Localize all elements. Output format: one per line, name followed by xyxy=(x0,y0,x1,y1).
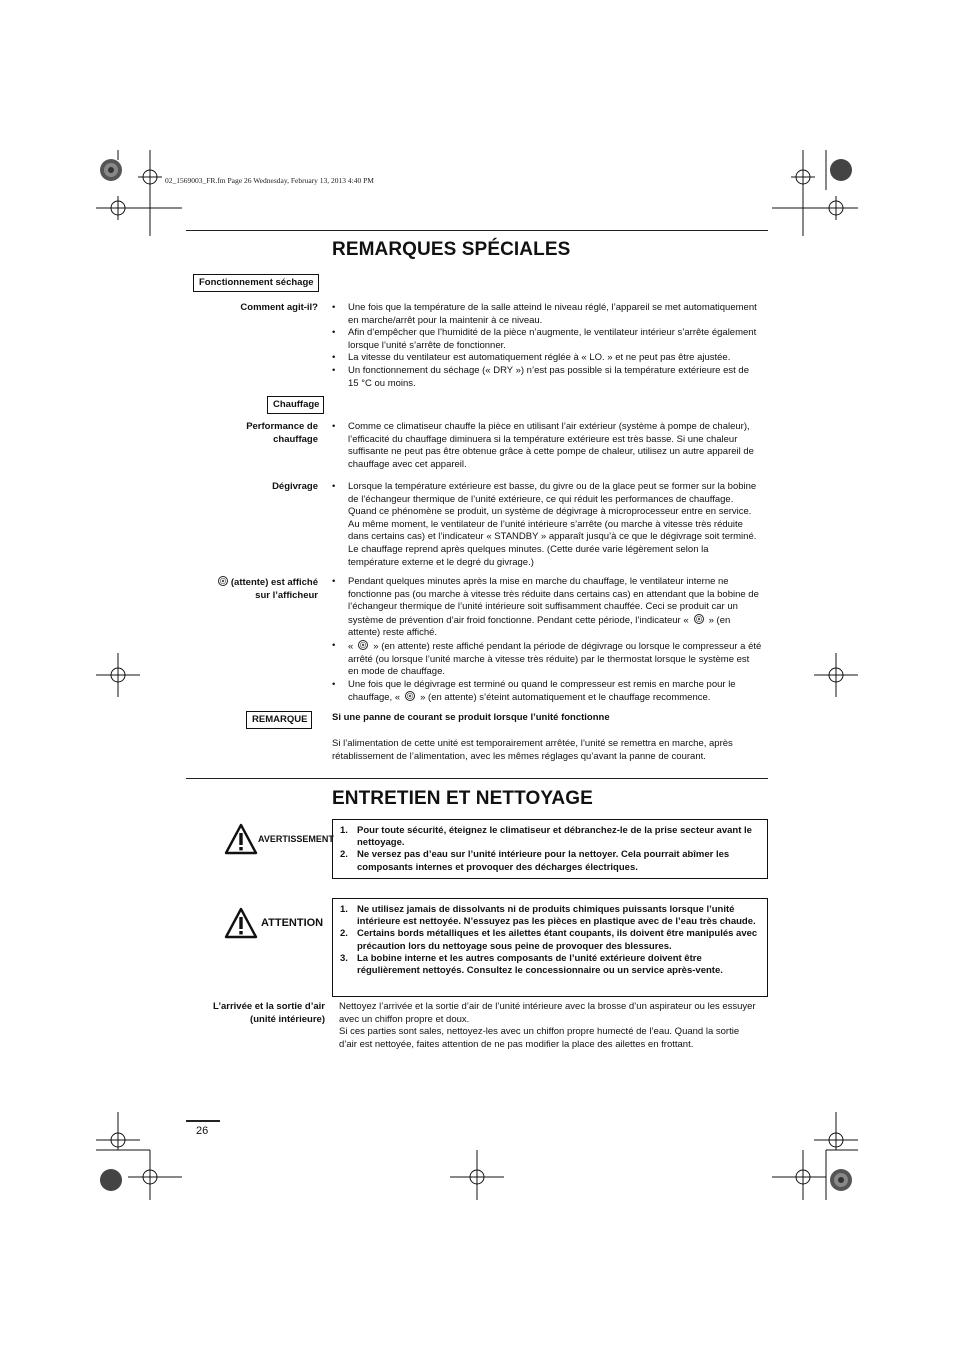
item-text: Ne utilisez jamais de dissolvants ni de produits chimiques puissants lorsque l’unité intérieure est nettoyée. N’essuyez pas les pièces en plastique avec de l’eau très chaude. xyxy=(357,904,756,928)
item-number: 3. xyxy=(340,952,348,964)
standby-bullet-1-text: Pendant quelques minutes après la mise en marche du chauffage, le ventilateur interne ne fonctionne pas (ou marche à vitesse très réduite dans certains cas) en attendant que la bobine de l’échangeur thermique de l’unité intérieure soit suffisamment chauffée. Ceci se produit car un système de prévention d’air froid fonctionne. Pendant cette période, l’indicateur « xyxy=(348,576,759,626)
section-title-entretien: ENTRETIEN ET NETTOYAGE xyxy=(332,788,593,809)
remark-heading: Si une panne de courant se produit lorsque l’unité fonctionne xyxy=(332,712,610,723)
list-item xyxy=(340,953,759,977)
item-text: Certains bords métalliques et les ailettes étant coupants, ils doivent être manipulés avec précaution lors du nettoyage sous peine de provoquer des blessures. xyxy=(357,928,758,952)
list-item xyxy=(332,576,762,640)
warning-word: AVERTISSEMENT xyxy=(258,834,334,844)
attention-triangle-icon xyxy=(224,907,258,939)
how-label: Comment agit-il? xyxy=(240,302,318,313)
item-number: 1. xyxy=(340,904,348,915)
inlet-paragraph-2: Si ces parties sont sales, nettoyez-les avec un chiffon propre humecté de l’eau. Quand la sortie d’air est nettoyée, faites attention de ne pas modifier la place des ailettes en frottant. xyxy=(339,1026,740,1050)
page-number: 26 xyxy=(196,1125,209,1137)
item-text: Pour toute sécurité, éteignez le climatiseur et débranchez-le de la prise secteur avant le nettoyage. xyxy=(357,825,752,849)
inlet-label-line2: (unité intérieure) xyxy=(250,1013,325,1025)
list-item: • La vitesse du ventilateur est automatiquement réglée à « LO. » et ne peut pas être ajustée. xyxy=(332,352,762,365)
list-item xyxy=(340,825,759,849)
performance-list xyxy=(332,421,762,471)
standby-bullet-3-tail: » (en attente) s’éteint automatiquement et le chauffage recommence. xyxy=(420,692,711,704)
standby-bullet-2-open: « xyxy=(348,640,354,652)
section-title-remarques: REMARQUES SPÉCIALES xyxy=(332,239,571,260)
standby-icon xyxy=(694,614,704,624)
list-item: • Comme ce climatiseur chauffe la pièce en utilisant l’air extérieur (système à pompe de chaleur), l’efficacité du chauffage diminuera si la température extérieure est très basse. Si une chaleur suffisante ne peut pas être obtenue grâce à cette pompe de chaleur, utilisez un autre appareil de chauffage avec cet appareil. xyxy=(332,421,762,471)
standby-label-line2: sur l’afficheur xyxy=(255,589,318,601)
list-item: • Une fois que la température de la salle atteind le niveau réglé, l’appareil se met automatiquement en marche/arrêt pour la maintenir à ce niveau. xyxy=(332,302,762,327)
defrost-label: Dégivrage xyxy=(272,481,318,492)
performance-label-line2: chauffage xyxy=(273,433,318,445)
list-item xyxy=(340,849,759,873)
standby-list xyxy=(332,576,762,705)
drying-bullet-list xyxy=(332,302,762,390)
box-label-remark: REMARQUE xyxy=(246,711,312,729)
warning-box xyxy=(332,819,768,879)
standby-icon xyxy=(218,576,228,586)
standby-bullet-3-text: Une fois que le dégivrage est terminé ou quand le compresseur est remis en marche pour le chauffage, « xyxy=(348,678,736,704)
attention-word: ATTENTION xyxy=(261,917,324,929)
box-label-heating: Chauffage xyxy=(267,396,324,414)
performance-label xyxy=(246,421,318,446)
inlet-paragraph-1: Nettoyez l’arrivée et la sortie d’air de l’unité intérieure avec la brosse d’un aspirateur ou les essuyer avec un chiffon propre et doux. xyxy=(339,1001,756,1025)
section-divider xyxy=(186,778,768,779)
list-item xyxy=(340,928,759,952)
attention-list xyxy=(340,904,759,977)
list-item: • Un fonctionnement du séchage (« DRY ») n’est pas possible si la température extérieure est de 15 °C ou moins. xyxy=(332,365,762,390)
standby-label-line1: (attente) est affiché xyxy=(230,577,318,588)
top-rule xyxy=(186,230,768,231)
list-item xyxy=(340,904,759,928)
warning-list xyxy=(340,825,759,874)
item-number: 2. xyxy=(340,849,348,861)
page-number-rule xyxy=(186,1120,220,1122)
performance-label-line1: Performance de xyxy=(246,421,318,432)
item-number: 1. xyxy=(340,825,348,836)
defrost-list xyxy=(332,481,762,569)
inlet-label-line1: L’arrivée et la sortie d’air xyxy=(213,1001,325,1012)
attention-box xyxy=(332,898,768,997)
standby-icon xyxy=(405,691,415,701)
standby-bullet-1-tail: » (en attente) reste affiché. xyxy=(348,614,731,639)
item-text: Ne versez pas d’eau sur l’unité intérieure pour la nettoyer. Cela pourrait abîmer les composants internes et provoquer des décharges électriques. xyxy=(357,849,730,873)
standby-icon xyxy=(358,640,368,650)
list-item: • Lorsque la température extérieure est basse, du givre ou de la glace peut se former sur la bobine de l’échangeur thermique de l’unité extérieure, ce qui réduit les performances de chauffage. Quand ce phénomène se produit, un système de dégivrage à microprocesseur entre en service. Au même moment, le ventilateur de l’unité intérieure s’arrête (ou marche à vitesse très réduite dans certains cas) et l’indicateur « STANDBY » apparaît jusqu’à ce que le dégivrage soit terminé. Le chauffage reprend après quelques minutes. (Cette durée varie légèrement selon la température externe et le degré du givrage.) xyxy=(332,481,762,569)
warning-triangle-icon xyxy=(224,823,258,855)
item-text: La bobine interne et les autres composants de l’unité extérieure doivent être régulièrement nettoyés. Consultez le concessionnaire ou un service après-vente. xyxy=(357,952,723,977)
standby-bullet-2-text: » (en attente) reste affiché pendant la période de dégivrage ou lorsque le compresseur a été arrêté (ou lorsque l’unité marche à vitesse très réduite) par le thermostat lorsque le système est en mode de chauffage. xyxy=(348,640,762,678)
file-header: 02_1569003_FR.fm Page 26 Wednesday, February 13, 2013 4:40 PM xyxy=(165,176,374,185)
standby-label xyxy=(218,576,318,602)
list-item: • Afin d’empêcher que l’humidité de la pièce n’augmente, le ventilateur intérieur s’arrête également lorsque l’unité s’arrête de fonctionner. xyxy=(332,327,762,352)
inlet-label xyxy=(213,1001,325,1026)
box-label-drying: Fonctionnement séchage xyxy=(193,274,319,292)
inlet-text xyxy=(339,1001,757,1051)
item-number: 2. xyxy=(340,928,348,940)
list-item xyxy=(332,679,762,705)
remark-text: Si l’alimentation de cette unité est temporairement arrêtée, l’unité se remettra en marche, après rétablissement de l’alimentation, avec les mêmes réglages qu’avant la panne de courant. xyxy=(332,738,733,762)
list-item xyxy=(332,640,762,679)
